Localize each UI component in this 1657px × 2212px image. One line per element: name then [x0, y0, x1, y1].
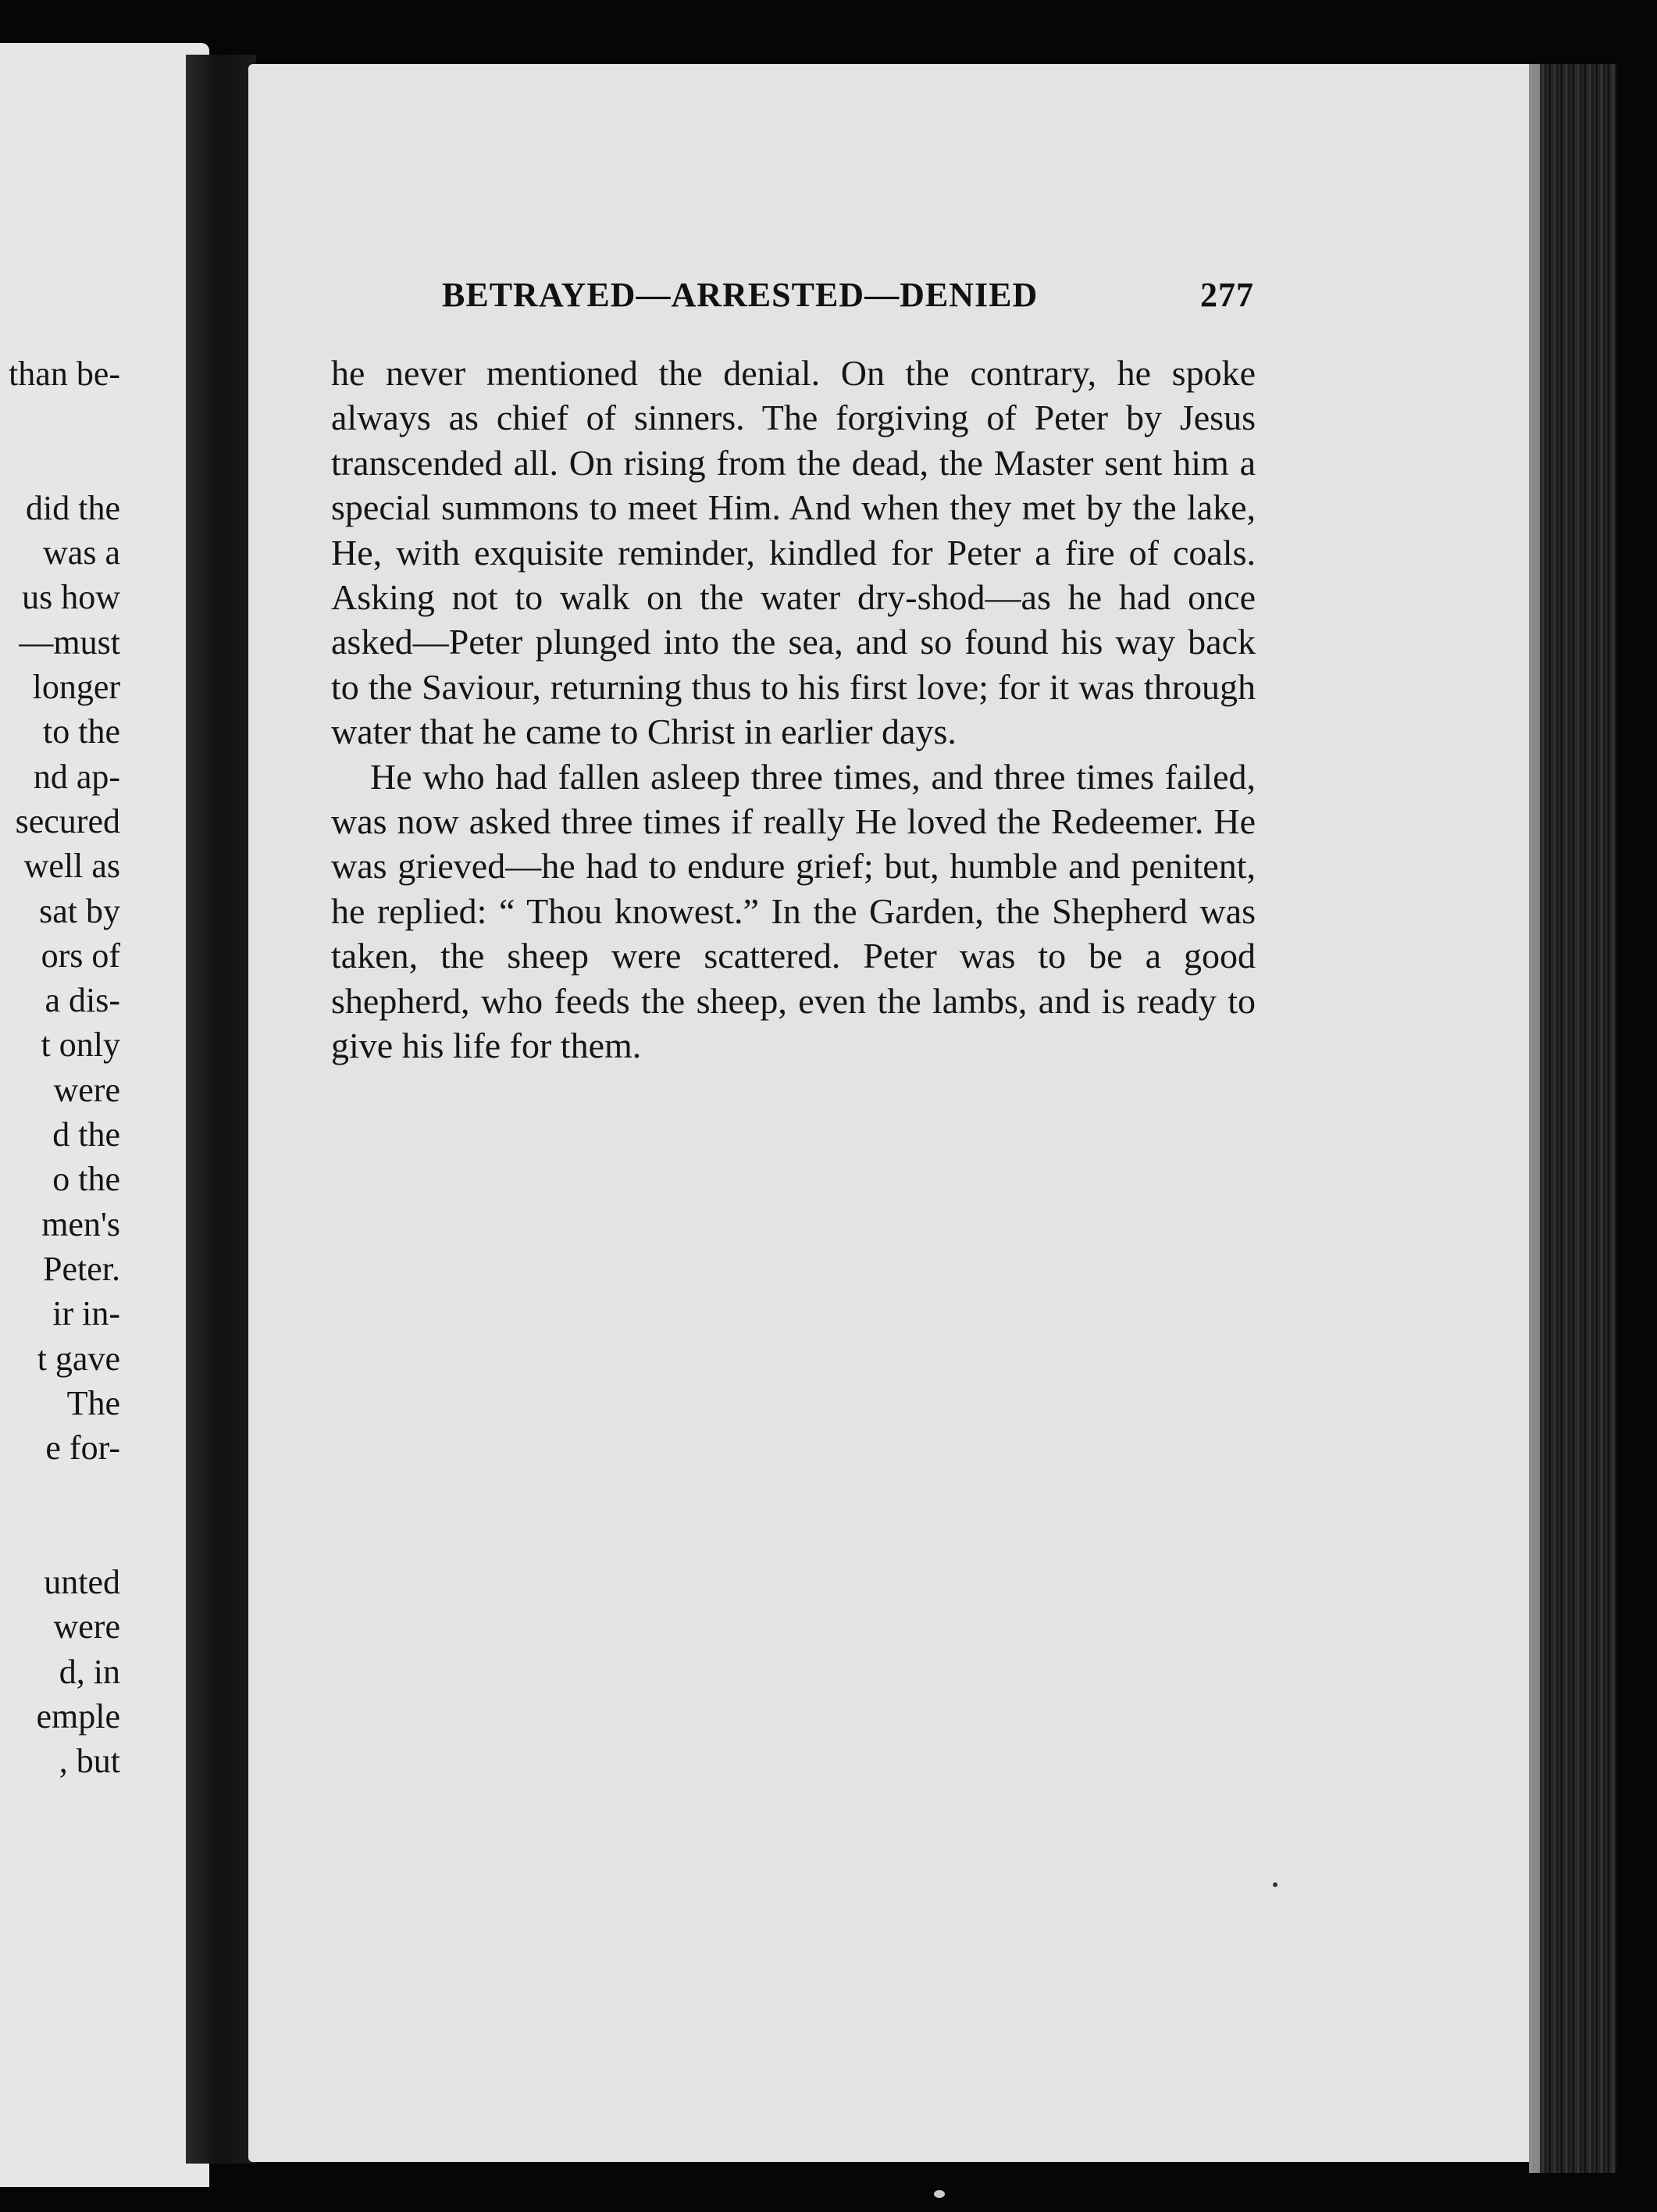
left-line: than be-: [9, 355, 120, 393]
left-line: sat by: [39, 891, 120, 930]
left-line: to the: [43, 712, 120, 751]
left-line: ir in-: [52, 1294, 120, 1333]
left-line: longer: [32, 668, 120, 707]
book-gutter-shadow: [186, 55, 256, 2164]
left-line: were: [53, 1070, 120, 1109]
left-line: men's: [41, 1204, 120, 1243]
left-line: were: [53, 1607, 120, 1647]
left-line: nd ap-: [33, 757, 120, 796]
left-line: [9, 1515, 120, 1560]
left-line: was a: [43, 533, 120, 573]
left-line: [9, 1470, 120, 1515]
left-line: Peter.: [43, 1249, 120, 1288]
left-line: e for-: [45, 1429, 120, 1468]
left-line: unted: [44, 1563, 120, 1602]
left-line: secured: [15, 801, 120, 840]
left-line: t only: [41, 1026, 120, 1065]
paragraph: He who had fallen asleep three times, and three times failed, was now asked three times if really He loved the Redeemer. He was grieved—he had to endure grief; but, humble and penitent, he replied: “ Thou knowest.” In the Garden, the Shepherd was taken, the sheep were scattered. Peter was to be a good shepherd, who feeds the sheep, even the lambs, and is ready to give his life for them.: [331, 756, 1256, 1066]
left-line: ors of: [41, 936, 120, 975]
left-line: [9, 396, 120, 441]
paragraph: he never mentioned the denial. On the contrary, he spoke always as chief of sinners. The forgiving of Peter by Jesus transcended all. On rising from the dead, the Master sent him a special summons to meet Him. And when they met by the lake, He, with exquisite reminder, kindled for Peter a fire of coals. Asking not to walk on the water dry-shod—as he had once asked—Peter plunged into the sea, and so found his way back to the Saviour, returning thus to his first love; for it was through water that he came to Christ in earlier days.: [331, 353, 1256, 752]
left-line: a dis-: [45, 981, 120, 1020]
scan-speck: [1273, 1882, 1277, 1887]
body-text: [331, 351, 1256, 1069]
left-line: d the: [52, 1115, 120, 1154]
page-edges: [1529, 64, 1616, 2173]
left-line: —must: [19, 623, 120, 662]
running-title: BETRAYED—ARRESTED—DENIED: [442, 276, 1039, 314]
left-line: t gave: [37, 1339, 120, 1378]
left-line: d, in: [59, 1652, 120, 1691]
left-line: us how: [22, 578, 120, 617]
left-line: did the: [26, 488, 120, 527]
left-page: [0, 43, 209, 2187]
left-line: o the: [52, 1160, 120, 1199]
page-number: 277: [1200, 276, 1254, 314]
left-line: well as: [23, 847, 120, 886]
scan-speck: [934, 2190, 945, 2198]
left-page-text: [9, 351, 120, 1784]
left-line: , but: [59, 1742, 120, 1781]
left-line: The: [66, 1383, 120, 1422]
left-line: emple: [36, 1696, 120, 1736]
left-line: [9, 441, 120, 486]
